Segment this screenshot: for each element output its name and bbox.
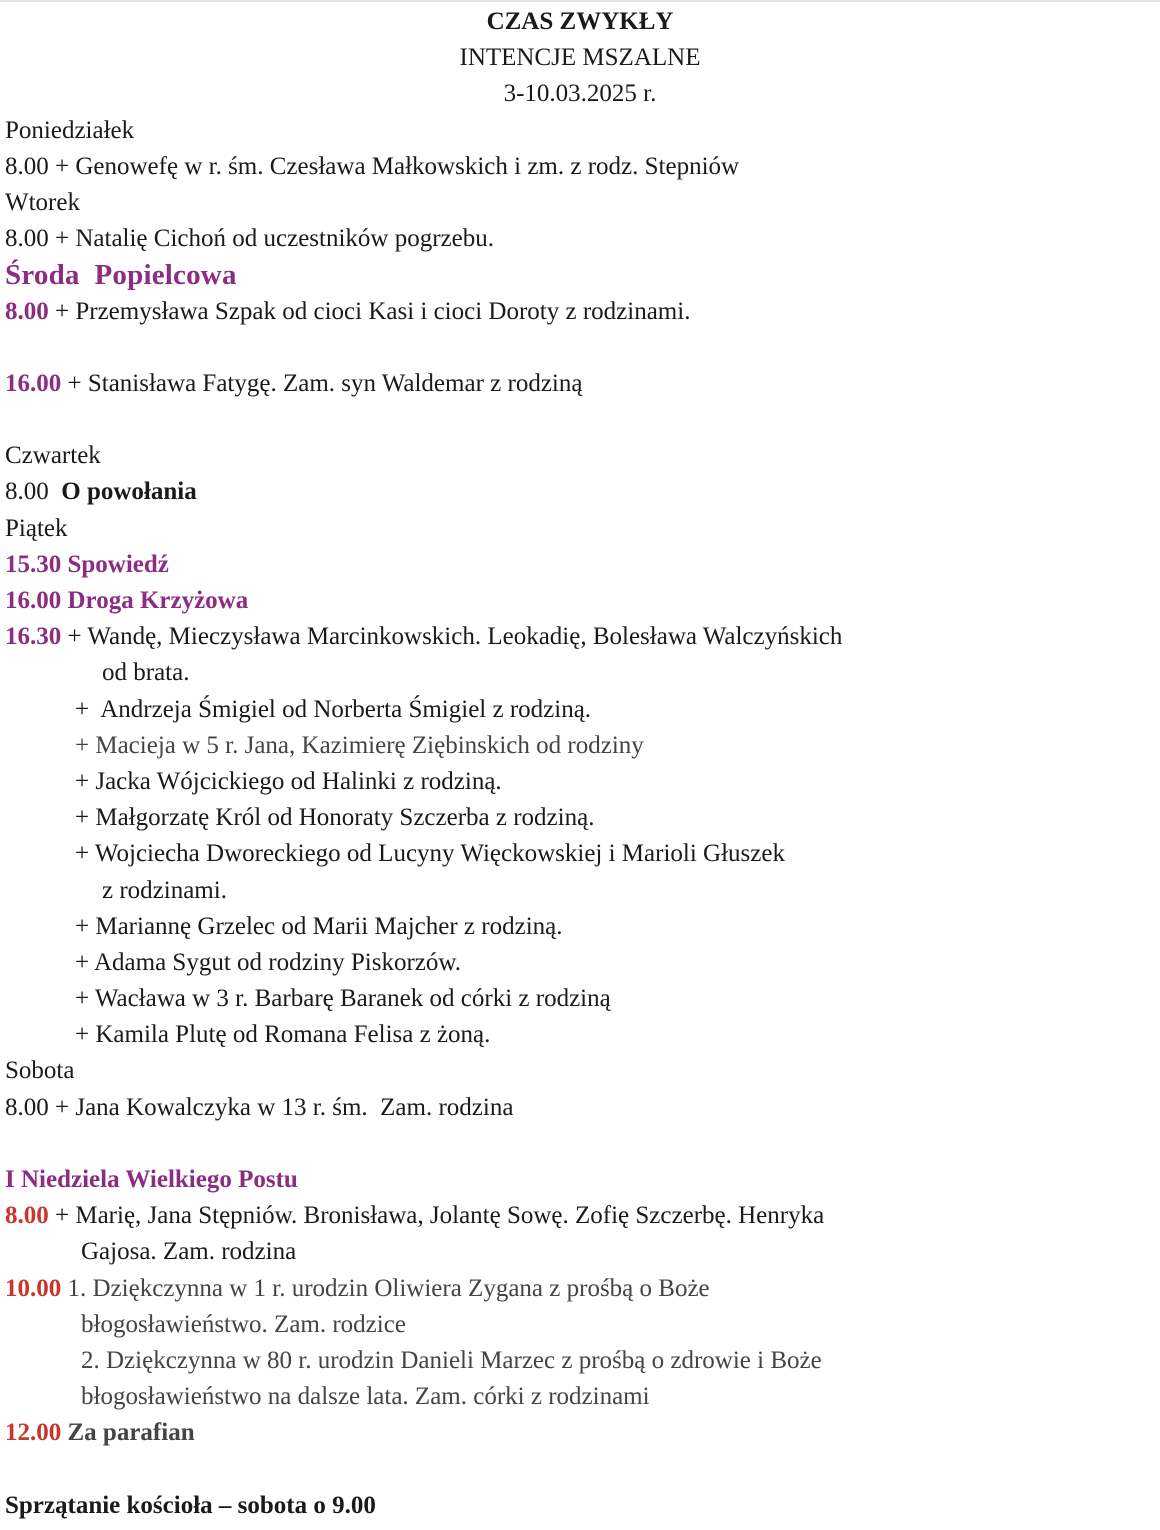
mass-time: 8.00: [5, 225, 49, 253]
mass-time: 8.00: [5, 1093, 49, 1121]
day-first-sunday-of-lent: I Niedziela Wielkiego Postu: [5, 1166, 298, 1193]
mass-intention: O powołania: [61, 478, 197, 506]
header-date-range: 3-10.03.2025 r.: [503, 80, 657, 108]
spacer: [5, 330, 1155, 366]
friday-stations-of-the-cross: 16.00 Droga Krzyżowa: [5, 587, 249, 614]
friday-intention-9: + Kamila Plutę od Romana Felisa z żoną.: [75, 1021, 491, 1049]
spacer: [5, 1452, 1155, 1488]
friday-intention-7: + Adama Sygut od rodziny Piskorzów.: [75, 948, 462, 976]
wednesday-mass-1: [5, 294, 1155, 330]
friday-mass: [5, 619, 1155, 655]
mass-time: 16.00: [5, 369, 62, 397]
friday-intention-3: + Jacka Wójcickiego od Halinki z rodziną.: [75, 767, 502, 795]
friday-intention-8: + Wacława w 3 r. Barbarę Baranek od córki z rodziną: [75, 985, 611, 1013]
mass-time: 8.00: [5, 297, 49, 325]
day-tuesday: Wtorek: [5, 188, 80, 216]
header-subtitle: INTENCJE MSZALNE: [459, 44, 701, 72]
top-border: [0, 0, 1160, 2]
mass-time: 12.00: [5, 1419, 62, 1447]
mass-intention: + Wandę, Mieczysława Marcinkowskich. Leokadię, Bolesława Walczyńskich: [61, 623, 843, 651]
spacer: [5, 1126, 1155, 1162]
mass-intention: + Genowefę w r. śm. Czesława Małkowskich i zm. z rodz. Stepniów: [48, 152, 740, 180]
thursday-mass: [5, 474, 1155, 510]
wednesday-mass-2: [5, 366, 1155, 402]
mass-intention-continuation: błogosławieństwo. Zam. rodzice: [81, 1310, 406, 1338]
spacer: [5, 402, 1155, 438]
day-ash-wednesday: Środa Popielcowa: [5, 259, 237, 292]
friday-confession: 15.30 Spowiedź: [5, 550, 169, 578]
mass-intention: + Natalię Cichoń od uczestników pogrzebu.: [48, 225, 494, 253]
day-saturday: Sobota: [5, 1057, 75, 1085]
mass-intention-continuation: z rodzinami.: [102, 876, 227, 904]
friday-intention-6: + Mariannę Grzelec od Marii Majcher z rodziną.: [75, 912, 563, 940]
mass-intention: + Stanisława Fatygę. Zam. syn Waldemar z rodziną: [61, 369, 583, 397]
mass-intention: + Jana Kowalczyka w 13 r. śm. Zam. rodzina: [48, 1093, 514, 1121]
mass-intention-continuation: Gajosa. Zam. rodzina: [81, 1238, 297, 1266]
day-monday: Poniedziałek: [5, 116, 135, 144]
header-title: CZAS ZWYKŁY: [486, 8, 674, 35]
mass-time: 16.30: [5, 623, 62, 651]
mass-intention: + Przemysława Szpak od cioci Kasi i cioci Doroty z rodzinami.: [48, 297, 691, 325]
mass-time: 8.00: [5, 1202, 49, 1230]
friday-intention-4: + Małgorzatę Król od Honoraty Szczerba z rodziną.: [75, 804, 595, 832]
tuesday-mass: [5, 221, 1155, 257]
mass-intentions-document: [5, 4, 1155, 1524]
mass-intention: + Marię, Jana Stępniów. Bronisława, Jolantę Sowę. Zofię Szczerbę. Henryka: [48, 1202, 825, 1230]
mass-time: 10.00: [5, 1274, 62, 1302]
mass-intention: Za parafian: [61, 1419, 195, 1447]
friday-intention-5: + Wojciecha Dworeckiego od Lucyny Więckowskiej i Marioli Głuszek: [75, 840, 785, 868]
saturday-mass: [5, 1090, 1155, 1126]
day-friday: Piątek: [5, 514, 68, 542]
mass-time: 8.00: [5, 152, 49, 180]
day-thursday: Czwartek: [5, 442, 101, 470]
monday-mass: [5, 149, 1155, 185]
friday-intention-1: + Andrzeja Śmigiel od Norberta Śmigiel z rodziną.: [75, 695, 592, 723]
mass-intention-continuation: od brata.: [102, 659, 190, 687]
friday-intention-2: + Macieja w 5 r. Jana, Kazimierę Ziębinskich od rodziny: [75, 731, 644, 759]
mass-time: 8.00: [5, 478, 49, 506]
sunday-mass-2-intention-2: 2. Dziękczynna w 80 r. urodzin Danieli Marzec z prośbą o zdrowie i Boże: [81, 1346, 822, 1374]
mass-intention-continuation: błogosławieństwo na dalsze lata. Zam. córki z rodzinami: [81, 1383, 650, 1411]
sunday-mass-1: [5, 1198, 1155, 1234]
mass-intention: 1. Dziękczynna w 1 r. urodzin Oliwiera Zygana z prośbą o Boże: [61, 1274, 710, 1302]
church-cleaning-note: Sprzątanie kościoła – sobota o 9.00: [5, 1491, 376, 1519]
sunday-mass-3: [5, 1415, 1155, 1451]
sunday-mass-2: [5, 1271, 1155, 1307]
